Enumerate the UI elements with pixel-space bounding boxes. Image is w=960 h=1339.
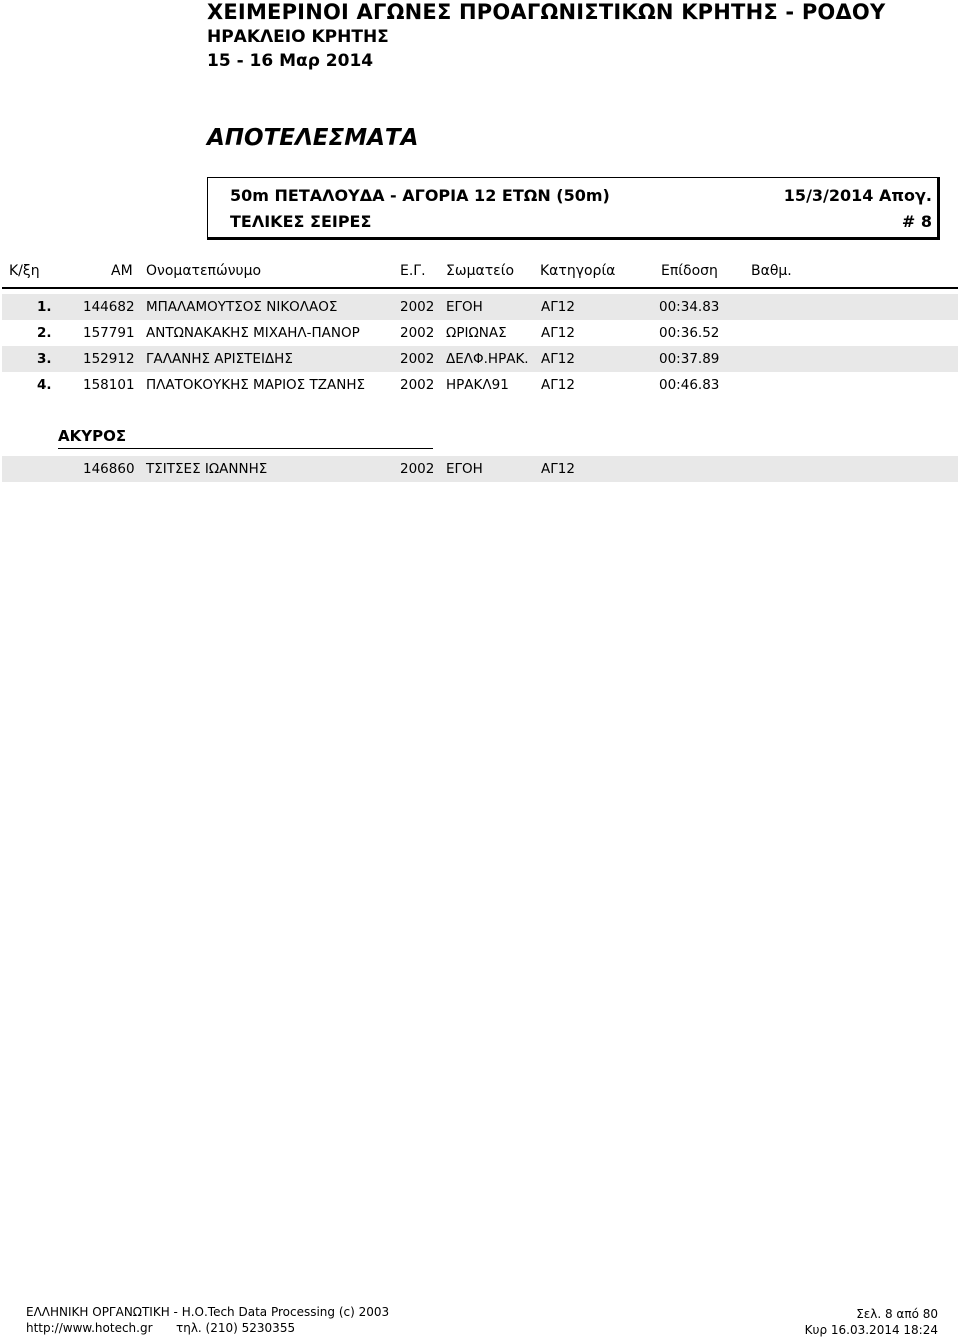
column-header-points: Βαθμ. — [751, 263, 792, 279]
rank-cell: 1. — [37, 299, 52, 315]
column-header-rank: Κ/ξη — [9, 263, 40, 279]
table-row — [2, 346, 958, 372]
disqualified-heading: ΑΚΥΡΟΣ — [58, 427, 127, 445]
event-box — [207, 177, 940, 240]
footer-print-timestamp: Κυρ 16.03.2014 18:24 — [804, 1323, 938, 1337]
footer-phone: τηλ. (210) 5230355 — [176, 1321, 296, 1335]
birth-year-cell: 2002 — [400, 325, 435, 341]
column-header-name: Ονοματεπώνυμο — [146, 263, 262, 279]
column-header-am: ΑΜ — [111, 263, 133, 279]
category-cell: ΑΓ12 — [541, 351, 575, 367]
name-cell: ΑΝΤΩΝΑΚΑΚΗΣ ΜΙΧΑΗΛ-ΠΑΝΟΡ — [146, 325, 360, 341]
am-cell: 158101 — [83, 377, 135, 393]
name-cell: ΜΠΑΛΑΜΟΥΤΣΟΣ ΝΙΚΟΛΑΟΣ — [146, 299, 338, 315]
birth-year-cell: 2002 — [400, 299, 435, 315]
event-name: 50m ΠΕΤΑΛΟΥΔΑ - ΑΓΟΡΙΑ 12 ΕΤΩΝ (50m) — [230, 186, 610, 205]
table-row — [2, 294, 958, 320]
category-cell: ΑΓ12 — [541, 325, 575, 341]
club-cell: ΗΡΑΚΛ91 — [446, 377, 509, 393]
event-date: 15/3/2014 Απογ. — [783, 186, 932, 205]
table-row — [2, 456, 958, 482]
meet-dates: 15 - 16 Μαρ 2014 — [207, 51, 374, 71]
rank-cell: 4. — [37, 377, 52, 393]
category-cell: ΑΓ12 — [541, 299, 575, 315]
time-cell: 00:34.83 — [659, 299, 720, 315]
name-cell: ΤΣΙΤΣΕΣ ΙΩΑΝΝΗΣ — [146, 461, 268, 477]
category-cell: ΑΓ12 — [541, 377, 575, 393]
footer-website-link[interactable]: http://www.hotech.gr — [26, 1321, 153, 1335]
club-cell: ΕΓΟΗ — [446, 299, 483, 315]
table-row — [2, 320, 958, 346]
club-cell: ΕΓΟΗ — [446, 461, 483, 477]
event-round: ΤΕΛΙΚΕΣ ΣΕΙΡΕΣ — [230, 212, 372, 231]
time-cell: 00:37.89 — [659, 351, 720, 367]
birth-year-cell: 2002 — [400, 351, 435, 367]
column-header-birth-year: Ε.Γ. — [400, 263, 426, 279]
rank-cell: 2. — [37, 325, 52, 341]
am-cell: 144682 — [83, 299, 135, 315]
event-number: # 8 — [901, 212, 932, 231]
name-cell: ΓΑΛΑΝΗΣ ΑΡΙΣΤΕΙΔΗΣ — [146, 351, 293, 367]
time-cell: 00:36.52 — [659, 325, 720, 341]
time-cell: 00:46.83 — [659, 377, 720, 393]
birth-year-cell: 2002 — [400, 461, 435, 477]
club-cell: ΩΡΙΩΝΑΣ — [446, 325, 507, 341]
column-header-time: Επίδοση — [661, 263, 718, 279]
birth-year-cell: 2002 — [400, 377, 435, 393]
table-row — [2, 372, 958, 398]
column-header-club: Σωματείο — [446, 263, 515, 279]
meet-title: ΧΕΙΜΕΡΙΝΟΙ ΑΓΩΝΕΣ ΠΡΟΑΓΩΝΙΣΤΙΚΩΝ ΚΡΗΤΗΣ - ΡΟΔΟΥ — [207, 0, 886, 24]
rank-cell: 3. — [37, 351, 52, 367]
category-cell: ΑΓ12 — [541, 461, 575, 477]
column-header-category: Κατηγορία — [540, 263, 616, 279]
results-heading: ΑΠΟΤΕΛΕΣΜΑΤΑ — [207, 125, 419, 151]
header-divider — [2, 287, 958, 289]
am-cell: 152912 — [83, 351, 135, 367]
disqualified-divider — [58, 448, 433, 449]
name-cell: ΠΛΑΤΟΚΟΥΚΗΣ ΜΑΡΙΟΣ ΤΖΑΝΗΣ — [146, 377, 366, 393]
am-cell: 146860 — [83, 461, 135, 477]
footer-company: ΕΛΛΗΝΙΚΗ ΟΡΓΑΝΩΤΙΚΗ - Η.Ο.Tech Data Processing (c) 2003 — [26, 1305, 390, 1319]
club-cell: ΔΕΛΦ.ΗΡΑΚ. — [446, 351, 529, 367]
am-cell: 157791 — [83, 325, 135, 341]
meet-venue: ΗΡΑΚΛΕΙΟ ΚΡΗΤΗΣ — [207, 27, 389, 47]
footer-page-number: Σελ. 8 από 80 — [856, 1307, 938, 1321]
